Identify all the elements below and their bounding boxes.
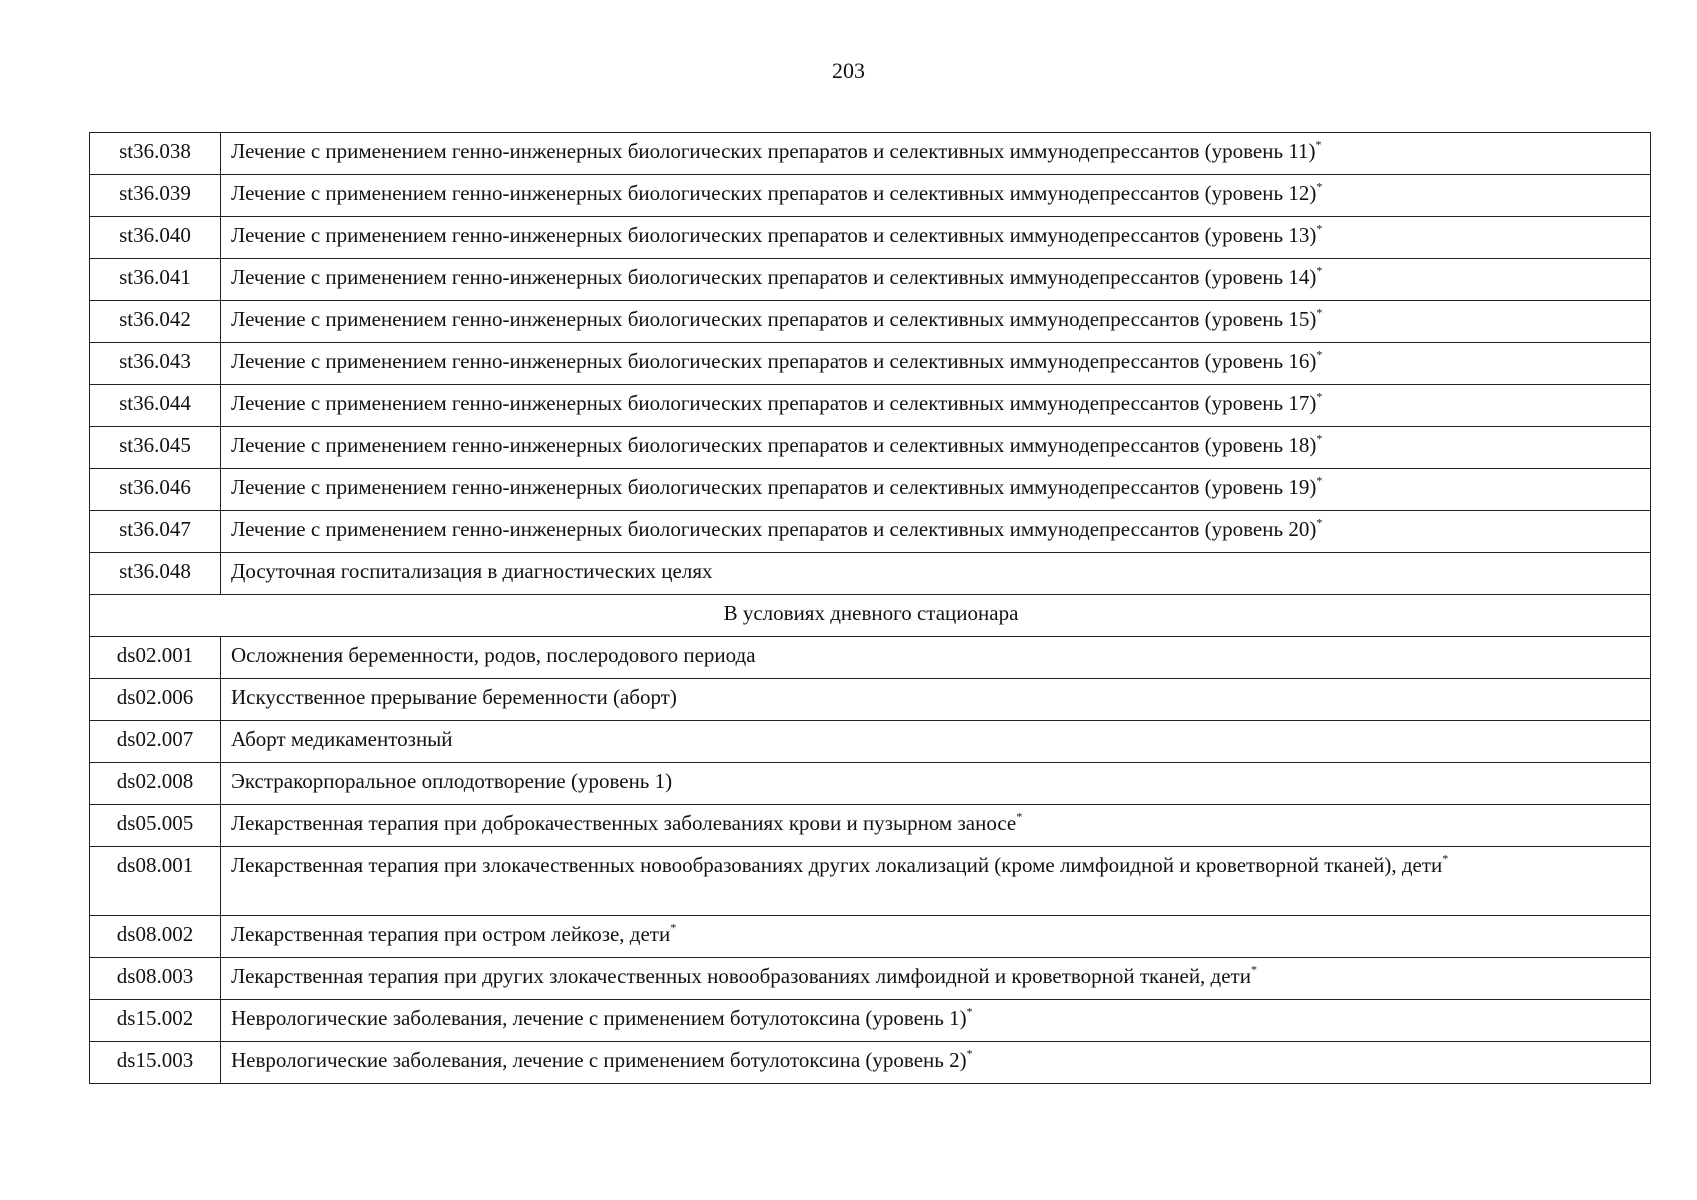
footnote-mark: * — [1016, 809, 1023, 824]
table-row — [90, 259, 1651, 301]
footnote-mark: * — [1316, 221, 1323, 236]
row-code: st36.043 — [90, 343, 221, 385]
table-row — [90, 679, 1651, 721]
row-name-cell — [221, 679, 1651, 721]
row-name-cell — [221, 259, 1651, 301]
row-code: st36.045 — [90, 427, 221, 469]
row-name-cell — [221, 133, 1651, 175]
row-name: Лекарственная терапия при доброкачественных заболеваниях крови и пузырном заносе — [231, 811, 1017, 835]
row-name-cell — [221, 958, 1651, 1000]
row-name: Лечение с применением генно-инженерных биологических препаратов и селективных иммунодепрессантов (уровень 15) — [231, 307, 1317, 331]
row-name: Лечение с применением генно-инженерных биологических препаратов и селективных иммунодепрессантов (уровень 14) — [231, 265, 1317, 289]
row-name-cell — [221, 1042, 1651, 1084]
row-name: Неврологические заболевания, лечение с применением ботулотоксина (уровень 1) — [231, 1006, 967, 1030]
row-code: ds15.003 — [90, 1042, 221, 1084]
footnote-mark: * — [1316, 515, 1323, 530]
row-name: Досуточная госпитализация в диагностических целях — [231, 559, 713, 583]
table-row — [90, 469, 1651, 511]
row-name-cell — [221, 427, 1651, 469]
row-name-cell — [221, 343, 1651, 385]
row-name: Осложнения беременности, родов, послеродового периода — [231, 643, 756, 667]
tariff-table — [89, 132, 1651, 1084]
table-row — [90, 175, 1651, 217]
table-row — [90, 217, 1651, 259]
footnote-mark: * — [1250, 962, 1257, 977]
row-name-cell — [221, 847, 1651, 916]
table-row — [90, 1000, 1651, 1042]
row-name: Лечение с применением генно-инженерных биологических препаратов и селективных иммунодепрессантов (уровень 11) — [231, 139, 1316, 163]
footnote-mark: * — [1316, 431, 1323, 446]
footnote-mark: * — [966, 1046, 973, 1061]
table-row — [90, 343, 1651, 385]
footnote-mark: * — [1316, 347, 1323, 362]
row-name-cell — [221, 805, 1651, 847]
row-name: Лечение с применением генно-инженерных биологических препаратов и селективных иммунодепрессантов (уровень 17) — [231, 391, 1317, 415]
footnote-mark: * — [1316, 305, 1323, 320]
row-name-cell — [221, 175, 1651, 217]
row-name-cell — [221, 469, 1651, 511]
row-code: st36.038 — [90, 133, 221, 175]
row-code: st36.041 — [90, 259, 221, 301]
table-row — [90, 637, 1651, 679]
table-row — [90, 133, 1651, 175]
row-name: Искусственное прерывание беременности (аборт) — [231, 685, 677, 709]
table-row — [90, 958, 1651, 1000]
footnote-mark: * — [1316, 473, 1323, 488]
table-row — [90, 385, 1651, 427]
row-name: Лечение с применением генно-инженерных биологических препаратов и селективных иммунодепрессантов (уровень 12) — [231, 181, 1317, 205]
row-code: st36.042 — [90, 301, 221, 343]
row-name: Лекарственная терапия при злокачественных новообразованиях других локализаций (кроме лимфоидной и кроветворной тканей), дети — [231, 853, 1443, 877]
table-row — [90, 763, 1651, 805]
row-name: Лекарственная терапия при других злокачественных новообразованиях лимфоидной и кроветворной тканей, дети — [231, 964, 1251, 988]
row-code: st36.040 — [90, 217, 221, 259]
row-name: Аборт медикаментозный — [231, 727, 453, 751]
row-name: Экстракорпоральное оплодотворение (уровень 1) — [231, 769, 673, 793]
footnote-mark: * — [1442, 851, 1449, 866]
row-code: ds02.008 — [90, 763, 221, 805]
row-code: ds08.003 — [90, 958, 221, 1000]
row-name-cell — [221, 301, 1651, 343]
row-name-cell — [221, 916, 1651, 958]
section-header-row — [90, 595, 1651, 637]
table-row — [90, 916, 1651, 958]
row-name: Лечение с применением генно-инженерных биологических препаратов и селективных иммунодепрессантов (уровень 19) — [231, 475, 1317, 499]
page-number: 203 — [832, 58, 865, 83]
table-row — [90, 553, 1651, 595]
row-code: ds05.005 — [90, 805, 221, 847]
table-row — [90, 1042, 1651, 1084]
footnote-mark: * — [966, 1004, 973, 1019]
table-row — [90, 427, 1651, 469]
row-code: ds02.001 — [90, 637, 221, 679]
row-name: Лечение с применением генно-инженерных биологических препаратов и селективных иммунодепрессантов (уровень 20) — [231, 517, 1317, 541]
row-code: ds02.007 — [90, 721, 221, 763]
row-code: ds08.001 — [90, 847, 221, 916]
footnote-mark: * — [670, 920, 677, 935]
row-name: Лечение с применением генно-инженерных биологических препаратов и селективных иммунодепрессантов (уровень 13) — [231, 223, 1317, 247]
row-code: st36.047 — [90, 511, 221, 553]
row-code: st36.046 — [90, 469, 221, 511]
row-code: ds15.002 — [90, 1000, 221, 1042]
row-name: Неврологические заболевания, лечение с применением ботулотоксина (уровень 2) — [231, 1048, 967, 1072]
table-row — [90, 805, 1651, 847]
table-row — [90, 721, 1651, 763]
row-name-cell — [221, 721, 1651, 763]
table-row — [90, 511, 1651, 553]
footnote-mark: * — [1315, 137, 1322, 152]
table-row — [90, 847, 1651, 916]
row-name-cell — [221, 553, 1651, 595]
row-name-cell — [221, 217, 1651, 259]
section-header: В условиях дневного стационара — [90, 595, 1651, 637]
row-code: ds08.002 — [90, 916, 221, 958]
row-name-cell — [221, 385, 1651, 427]
row-code: st36.039 — [90, 175, 221, 217]
footnote-mark: * — [1316, 179, 1323, 194]
table-row — [90, 301, 1651, 343]
row-name: Лекарственная терапия при остром лейкозе, дети — [231, 922, 671, 946]
row-name-cell — [221, 763, 1651, 805]
row-code: st36.048 — [90, 553, 221, 595]
footnote-mark: * — [1316, 389, 1323, 404]
row-code: st36.044 — [90, 385, 221, 427]
row-name-cell — [221, 637, 1651, 679]
row-name: Лечение с применением генно-инженерных биологических препаратов и селективных иммунодепрессантов (уровень 18) — [231, 433, 1317, 457]
row-name: Лечение с применением генно-инженерных биологических препаратов и селективных иммунодепрессантов (уровень 16) — [231, 349, 1317, 373]
footnote-mark: * — [1316, 263, 1323, 278]
row-name-cell — [221, 511, 1651, 553]
row-name-cell — [221, 1000, 1651, 1042]
row-code: ds02.006 — [90, 679, 221, 721]
